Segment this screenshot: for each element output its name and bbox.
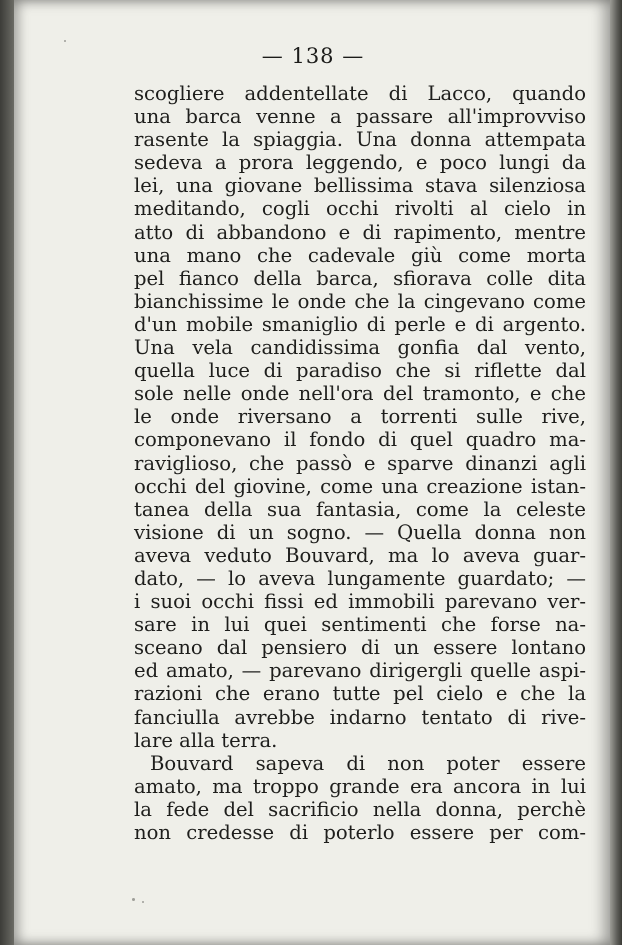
text-line: meditando, cogli occhi rivolti al cielo in — [134, 197, 586, 221]
text-line: razioni che erano tutte pel cielo e che la — [134, 682, 586, 706]
text-line: una barca venne a passare all'improvviso — [134, 105, 586, 129]
text-line: una mano che cadevale giù come morta — [134, 243, 586, 267]
text-line: visione di un sogno. — Quella donna non — [134, 520, 586, 544]
text-line: raviglioso, che passò e sparve dinanzi agli — [134, 451, 586, 475]
text-line: dato, — lo aveva lungamente guardato; — — [134, 566, 586, 590]
text-line: bianchissime le onde che la cingevano come — [134, 289, 586, 313]
text-line: occhi del giovine, come una creazione istan- — [134, 474, 586, 498]
page-edge-shadow — [610, 0, 622, 945]
text-line: tanea della sua fantasia, come la celeste — [134, 497, 586, 521]
text-line: componevano il fondo di quel quadro ma- — [134, 428, 586, 452]
paper-speck — [64, 40, 66, 42]
text-line: rasente la spiaggia. Una donna attempata — [134, 128, 586, 152]
text-line: d'un mobile smaniglio di perle e di argento. — [134, 312, 586, 336]
text-line: la fede del sacrificio nella donna, perchè — [134, 797, 586, 821]
text-line: amato, ma troppo grande era ancora in lui — [134, 774, 586, 798]
text-line: pel fianco della barca, sfiorava colle dita — [134, 266, 586, 290]
text-line: lei, una giovane bellissima stava silenziosa — [134, 174, 586, 198]
text-line: ed amato, — parevano dirigergli quelle aspi- — [134, 659, 586, 683]
text-line: non credesse di poterlo essere per com- — [134, 821, 586, 844]
text-line: atto di abbandono e di rapimento, mentre — [134, 220, 586, 244]
page-number: — 138 — — [261, 44, 365, 68]
text-line: Una vela candidissima gonfia dal vento, — [134, 336, 586, 360]
body-text — [134, 82, 586, 844]
paper-speck — [142, 901, 144, 903]
text-line: sare in lui quei sentimenti che forse na- — [134, 613, 586, 637]
text-line-paragraph-start: Bouvard sapeva di non poter essere — [150, 751, 586, 775]
text-line: fanciulla avrebbe indarno tentato di rive- — [134, 705, 586, 729]
text-line: i suoi occhi fissi ed immobili parevano ver- — [134, 590, 586, 614]
text-line-paragraph-end: lare alla terra. — [134, 728, 278, 752]
text-line: quella luce di paradiso che si riflette dal — [134, 359, 586, 383]
text-line: sceano dal pensiero di un essere lontano — [134, 636, 586, 660]
text-line: scogliere addentellate di Lacco, quando — [134, 82, 586, 105]
text-line: sedeva a prora leggendo, e poco lungi da — [134, 151, 586, 175]
text-line: aveva veduto Bouvard, ma lo aveva guar- — [134, 543, 586, 567]
binding-shadow — [0, 0, 14, 945]
text-line: sole nelle onde nell'ora del tramonto, e che — [134, 382, 586, 406]
paper-speck — [132, 898, 135, 901]
text-line: le onde riversano a torrenti sulle rive, — [134, 405, 586, 429]
book-page — [14, 0, 612, 945]
